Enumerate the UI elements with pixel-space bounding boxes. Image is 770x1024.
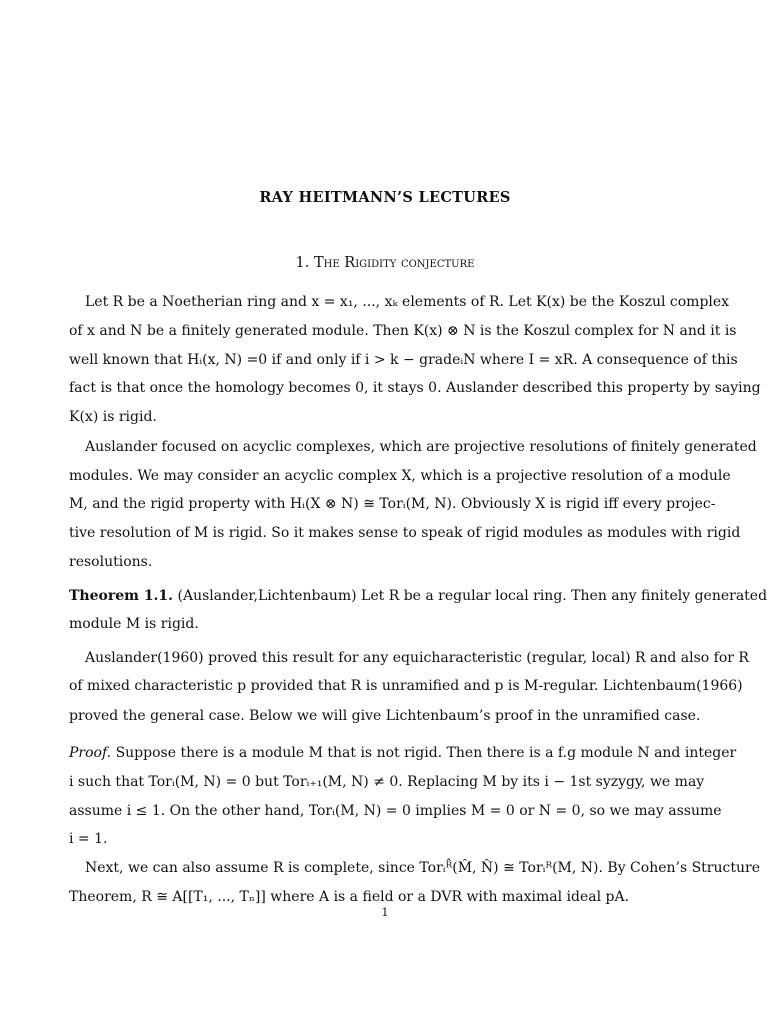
theorem-line: module M is rigid. [69, 616, 199, 632]
proof-line: i = 1. [69, 831, 108, 847]
text-line: Auslander(1960) proved this result for any equicharacteristic (regular, local) R and also for R [85, 650, 749, 666]
text-line: tive resolution of M is rigid. So it makes sense to speak of rigid modules as modules with rigid [69, 525, 741, 541]
page-number: 1 [381, 906, 389, 919]
proof-text: Suppose there is a module M that is not rigid. Then there is a f.g module N and integer [115, 745, 737, 761]
text-line: Let R be a Noetherian ring and x = x₁, ..., xₖ elements of R. Let K(x) be the Koszul complex [85, 294, 730, 310]
section-heading: 1. The Rigidity conjecture [295, 255, 475, 271]
text-line: of x and N be a finitely generated module. Then K(x) ⊗ N is the Koszul complex for N and it is [69, 323, 737, 339]
proof-line [69, 743, 737, 763]
proof-label: Proof. [69, 745, 112, 761]
text-line: Theorem, R ≅ A[[T₁, ..., Tₙ]] where A is a field or a DVR with maximal ideal pA. [69, 889, 630, 905]
theorem-line [69, 586, 768, 606]
text-line: fact is that once the homology becomes 0, it stays 0. Auslander described this property by saying [69, 380, 761, 396]
proof-line: i such that Torᵢ(M, N) = 0 but Torᵢ₊₁(M, N) ≠ 0. Replacing M by its i − 1st syzygy, we may [69, 774, 705, 790]
theorem-text: (Auslander,Lichtenbaum) Let R be a regular local ring. Then any finitely generated [177, 588, 768, 604]
proof-line: assume i ≤ 1. On the other hand, Torᵢ(M, N) = 0 implies M = 0 or N = 0, so we may assume [69, 803, 722, 819]
text-line: M, and the rigid property with Hᵢ(X ⊗ N) ≅ Torᵢ(M, N). Obviously X is rigid iff every projec- [69, 496, 716, 512]
theorem-label: Theorem 1.1. [69, 588, 174, 604]
text-line: resolutions. [69, 554, 153, 570]
text-line: well known that Hᵢ(x, N) =0 if and only if i > k − gradeᵢN where I = xR. A consequence of this [69, 352, 738, 368]
text-line: proved the general case. Below we will give Lichtenbaum’s proof in the unramified case. [69, 708, 701, 724]
text-line: K(x) is rigid. [69, 409, 157, 425]
text-line: Next, we can also assume R is complete, since Torᵢᴿ̂(M̂, N̂) ≅ Torᵢᴿ(M, N). By Cohen’s Structure [85, 860, 760, 876]
page-title: RAY HEITMANN’S LECTURES [259, 189, 511, 206]
text-line: of mixed characteristic p provided that R is unramified and p is M-regular. Lichtenbaum(1966) [69, 678, 743, 694]
text-line: Auslander focused on acyclic complexes, which are projective resolutions of finitely generated [85, 439, 757, 455]
text-line: modules. We may consider an acyclic complex X, which is a projective resolution of a module [69, 468, 731, 484]
